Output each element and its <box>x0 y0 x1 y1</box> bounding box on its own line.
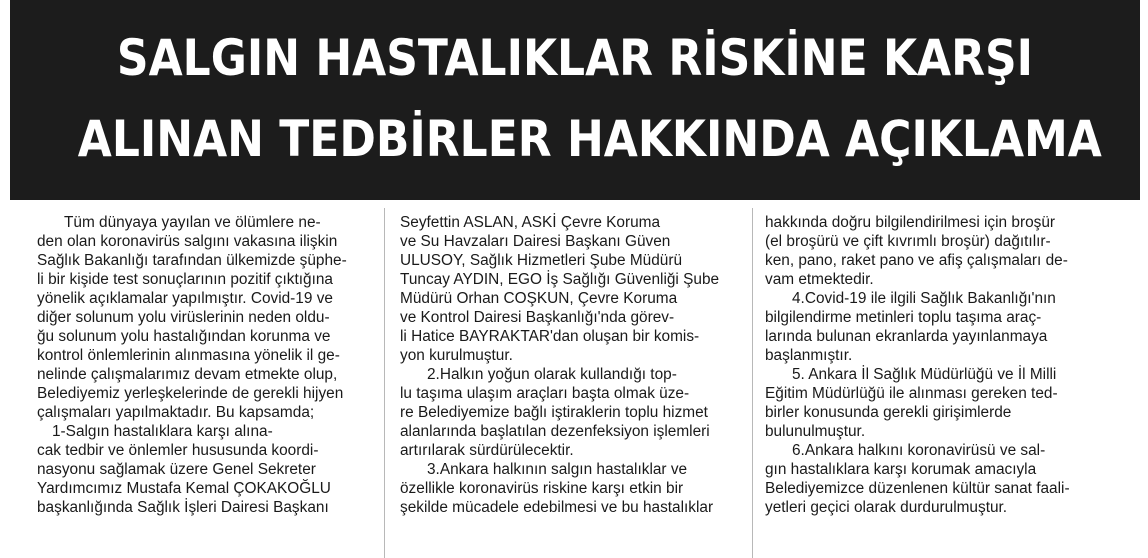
text-line: 5. Ankara İl Sağlık Müdürlüğü ve İl Milli <box>792 366 1057 383</box>
text-line: alanlarında başlatılan dezenfeksiyon işlemleri <box>400 423 710 440</box>
text-line: şekilde mücadele edebilmesi ve bu hastalıklar <box>400 499 714 516</box>
text-line: vam etmektedir. <box>765 271 874 288</box>
article-column-1 <box>37 213 372 517</box>
text-line: 4.Covid-19 ile ilgili Sağlık Bakanlığı'nın <box>792 290 1056 307</box>
text-line: li Hatice BAYRAKTAR'dan oluşan bir komis- <box>400 328 700 345</box>
text-line: kontrol önlemlerinin alınmasına yönelik il ge- <box>37 347 340 364</box>
text-line: diğer solunum yolu virüslerinin neden oldu- <box>37 309 330 326</box>
text-line: 2.Halkın yoğun olarak kullandığı top- <box>427 366 677 383</box>
text-line: 3.Ankara halkının salgın hastalıklar ve <box>427 461 688 478</box>
text-line: yönelik açıklamalar yapılmıştır. Covid-19 ve <box>37 290 333 307</box>
text-line: gın hastalıklara karşı korumak amacıyla <box>765 461 1037 478</box>
text-line: Belediyemizce düzenlenen kültür sanat faali- <box>765 480 1070 497</box>
text-line: Tüm dünyaya yayılan ve ölümlere ne- <box>64 214 321 231</box>
text-line: hakkında doğru bilgilendirilmesi için broşür <box>765 214 1056 231</box>
text-line: ken, pano, raket pano ve afiş çalışmaları de- <box>765 252 1068 269</box>
text-line: (el broşürü ve çift kıvrımlı broşür) dağıtılır- <box>765 233 1051 250</box>
text-line: ğu solunum yolu hastalığından korunma ve <box>37 328 331 345</box>
text-line: ULUSOY, Sağlık Hizmetleri Şube Müdürü <box>400 252 682 269</box>
headline-line-1: SALGIN HASTALIKLAR RİSKİNE KARŞI <box>116 29 1034 87</box>
article-body <box>0 208 1148 558</box>
text-line: ve Kontrol Dairesi Başkanlığı'nda görev- <box>400 309 675 326</box>
text-line: yetleri geçici olarak durdurulmuştur. <box>765 499 1008 516</box>
text-line: 6.Ankara halkını koronavirüsü ve sal- <box>792 442 1046 459</box>
text-line: başkanlığında Sağlık İşleri Dairesi Başkanı <box>37 499 329 516</box>
text-line: yon kurulmuştur. <box>400 347 513 364</box>
text-line: birler konusunda gerekli girişimlerde <box>765 404 1012 421</box>
headline-line-2: ALINAN TEDBİRLER HAKKINDA AÇIKLAMA <box>77 110 1102 168</box>
text-line: larında bulunan ekranlarda yayınlanmaya <box>765 328 1048 345</box>
column-divider <box>384 208 385 558</box>
text-line: re Belediyemize bağlı iştiraklerin toplu hizmet <box>400 404 708 421</box>
text-line: bilgilendirme metinleri toplu taşıma araç- <box>765 309 1042 326</box>
text-line: özellikle koronavirüs riskine karşı etkin bir <box>400 480 684 497</box>
text-line: lu taşıma ulaşım araçları başta olmak üze- <box>400 385 690 402</box>
article-column-3 <box>765 213 1105 517</box>
text-line: nasyonu sağlamak üzere Genel Sekreter <box>37 461 316 478</box>
text-line: nelinde çalışmalarımız devam etmekte olup, <box>37 366 338 383</box>
text-line: Sağlık Bakanlığı tarafından ülkemizde şüphe- <box>37 252 347 269</box>
text-line: Seyfettin ASLAN, ASKİ Çevre Koruma <box>400 214 661 231</box>
text-line: Müdürü Orhan COŞKUN, Çevre Koruma <box>400 290 678 307</box>
text-line: 1-Salgın hastalıklara karşı alına- <box>52 423 273 440</box>
article-column-2 <box>400 213 745 517</box>
text-line: bulunulmuştur. <box>765 423 866 440</box>
headline-banner <box>10 0 1140 200</box>
text-line: den olan koronavirüs salgını vakasına ilişkin <box>37 233 338 250</box>
text-line: cak tedbir ve önlemler hususunda koordi- <box>37 442 319 459</box>
text-line: Tuncay AYDIN, EGO İş Sağlığı Güvenliği Şube <box>400 271 720 288</box>
text-line: li bir kişide test sonuçlarının pozitif çıktığına <box>37 271 333 288</box>
text-line: artırılarak sürdürülecektir. <box>400 442 574 459</box>
text-line: çalışmaları yapılmaktadır. Bu kapsamda; <box>37 404 315 421</box>
text-line: başlanmıştır. <box>765 347 853 364</box>
text-line: Belediyemiz yerleşkelerinde de gerekli hijyen <box>37 385 344 402</box>
column-divider <box>752 208 753 558</box>
text-line: ve Su Havzaları Dairesi Başkanı Güven <box>400 233 671 250</box>
text-line: Eğitim Müdürlüğü ile alınması gereken ted- <box>765 385 1058 402</box>
text-line: Yardımcımız Mustafa Kemal ÇOKAKOĞLU <box>37 480 331 497</box>
